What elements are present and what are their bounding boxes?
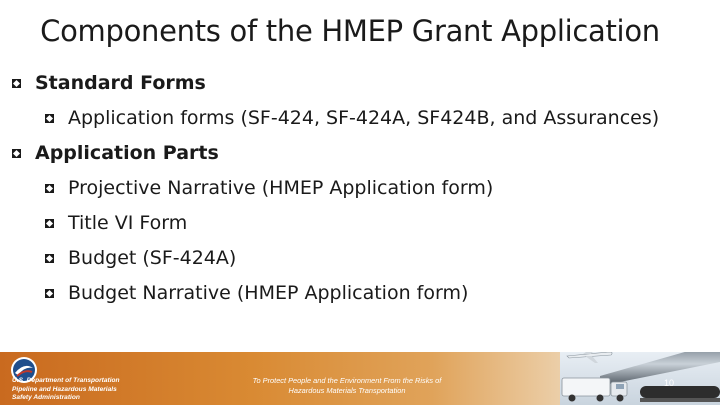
truck-icon xyxy=(560,372,635,404)
slide-title: Components of the HMEP Grant Application xyxy=(40,14,660,48)
bullet-square-icon xyxy=(45,254,54,263)
bullet-item-projective-narrative xyxy=(45,177,493,199)
footer-banner xyxy=(0,352,720,405)
bullet-item-budget xyxy=(45,247,236,269)
bullet-item-title-vi-form xyxy=(45,212,187,234)
bullet-square-icon xyxy=(45,114,54,123)
bullet-item-application-forms xyxy=(45,107,659,129)
bullet-text: Application forms (SF-424, SF-424A, SF424B, and Assurances) xyxy=(68,107,660,129)
tagline-line-1: To Protect People and the Environment From the Risks of xyxy=(252,376,442,385)
bullet-square-icon xyxy=(45,219,54,228)
bullet-text: Projective Narrative (HMEP Application form) xyxy=(68,177,494,199)
bullet-square-icon xyxy=(12,79,21,88)
bullet-item-application-parts xyxy=(12,142,219,164)
bullet-text: Standard Forms xyxy=(35,72,206,94)
bullet-text: Title VI Form xyxy=(68,212,188,234)
page-number: 10 xyxy=(664,378,675,388)
bullet-item-standard-forms xyxy=(12,72,206,94)
bullet-item-budget-narrative xyxy=(45,282,468,304)
agency-name xyxy=(12,377,212,403)
bullet-square-icon xyxy=(12,149,21,158)
train-icon xyxy=(640,382,720,404)
mission-tagline xyxy=(222,376,472,396)
airplane-icon xyxy=(565,352,615,364)
bullet-square-icon xyxy=(45,289,54,298)
bullet-text: Budget (SF-424A) xyxy=(68,247,237,269)
tagline-line-2: Hazardous Materials Transportation xyxy=(288,386,406,395)
bullet-text: Application Parts xyxy=(35,142,219,164)
bullet-text: Budget Narrative (HMEP Application form) xyxy=(68,282,469,304)
agency-line-2: Pipeline and Hazardous Materials xyxy=(12,385,117,393)
agency-line-1: U.S. Department of Transportation xyxy=(12,377,120,384)
bullet-square-icon xyxy=(45,184,54,193)
agency-line-3: Safety Administration xyxy=(12,394,80,401)
